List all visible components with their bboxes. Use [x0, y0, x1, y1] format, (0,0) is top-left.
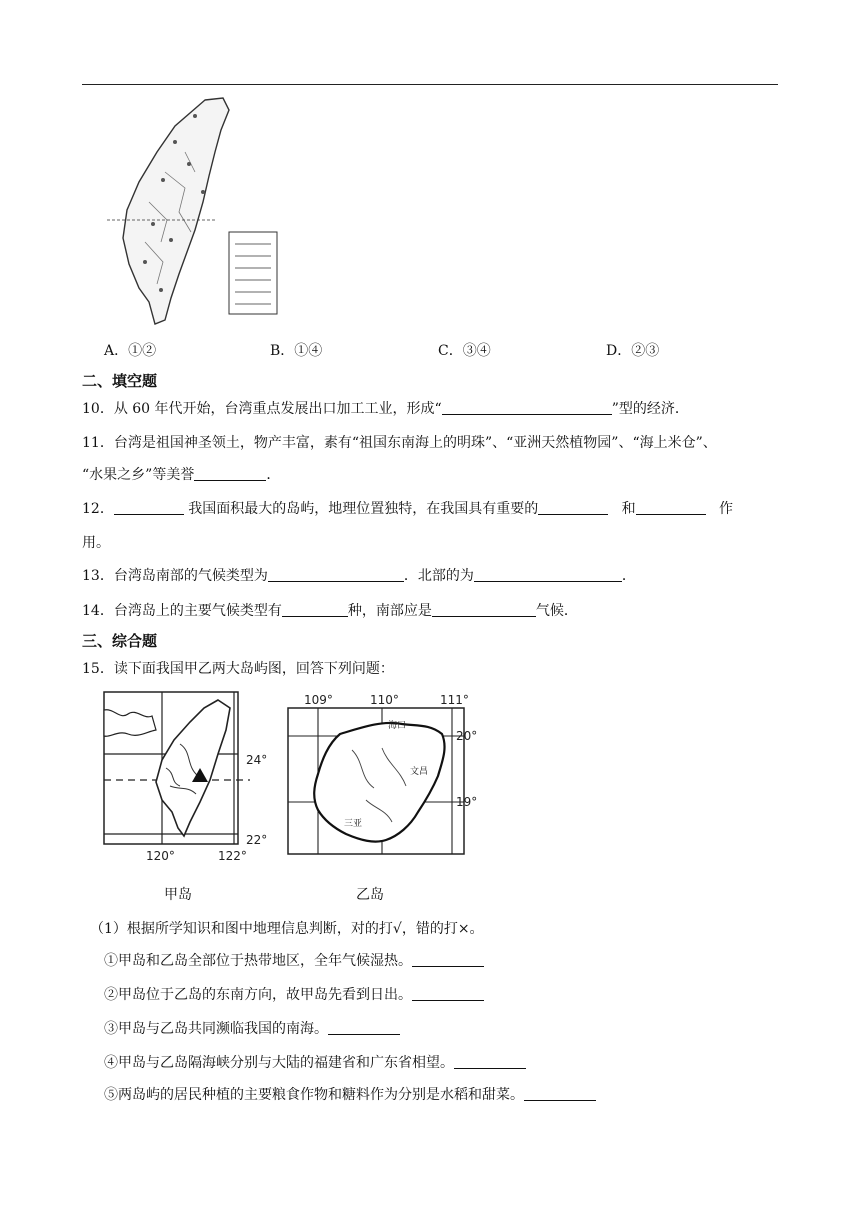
- lat-label: 19°: [456, 795, 478, 809]
- lat-label: 22°: [246, 833, 268, 847]
- map-jia-caption: 甲岛: [164, 887, 192, 903]
- lon-label: 109°: [304, 693, 333, 707]
- answer-blank[interactable]: [194, 466, 266, 481]
- answer-blank[interactable]: [454, 1054, 526, 1069]
- map-yi-caption: 乙岛: [356, 887, 384, 903]
- place-label: 文昌: [410, 767, 429, 777]
- option-b[interactable]: B．①④: [270, 343, 323, 359]
- place-label: 三亚: [344, 819, 363, 829]
- answer-blank[interactable]: [282, 602, 348, 617]
- option-c[interactable]: C．③④: [438, 343, 491, 359]
- section-comprehensive-heading: 三、综合题: [82, 632, 158, 650]
- answer-blank[interactable]: [268, 567, 404, 582]
- question-12: 12． 我国面积最大的岛屿，地理位置独特，在我国具有重要的 和 作: [82, 501, 733, 517]
- statement-4: ④甲岛与乙岛隔海峡分别与大陆的福建省和广东省相望。: [104, 1054, 526, 1072]
- question-15-sub1: （1）根据所学知识和图中地理信息判断，对的打√，错的打×。: [90, 921, 484, 937]
- answer-blank[interactable]: [636, 500, 706, 515]
- place-label: 海口: [388, 721, 407, 731]
- question-12-line2: 用。: [82, 535, 110, 551]
- question-14: 14．台湾岛上的主要气候类型有 种，南部应是 气候．: [82, 603, 578, 619]
- answer-blank[interactable]: [412, 952, 484, 967]
- option-d[interactable]: D．②③: [606, 343, 660, 359]
- answer-blank[interactable]: [432, 602, 536, 617]
- answer-blank[interactable]: [442, 400, 612, 415]
- lat-label: 20°: [456, 729, 478, 743]
- answer-blank[interactable]: [114, 500, 184, 515]
- statement-3: ③甲岛与乙岛共同濒临我国的南海。: [104, 1020, 400, 1038]
- question-15-stem: 15．读下面我国甲乙两大岛屿图，回答下列问题：: [82, 661, 394, 677]
- question-10: 10．从 60 年代开始，台湾重点发展出口加工工业，形成“ ”型的经济．: [82, 401, 689, 417]
- option-a[interactable]: A．①②: [104, 343, 157, 359]
- statement-5: ⑤两岛屿的居民种植的主要粮食作物和糖料作为分别是水稻和甜菜。: [104, 1086, 596, 1104]
- map-jia-island: [100, 690, 282, 862]
- section-fill-heading: 二、填空题: [82, 372, 158, 390]
- answer-blank[interactable]: [328, 1020, 400, 1035]
- statement-2: ②甲岛位于乙岛的东南方向，故甲岛先看到日出。: [104, 986, 484, 1004]
- map-yi-island: [282, 690, 478, 862]
- lon-label: 110°: [370, 693, 399, 707]
- lon-label: 111°: [440, 693, 469, 707]
- answer-blank[interactable]: [412, 986, 484, 1001]
- answer-blank[interactable]: [538, 500, 608, 515]
- taiwan-product-map: [105, 92, 285, 330]
- question-11-line1: 11．台湾是祖国神圣领土，物产丰富，素有“祖国东南海上的明珠”、“亚洲天然植物园”、“海上米仓”、: [82, 435, 717, 451]
- question-11-line2: “水果之乡”等美誉 ．: [82, 467, 281, 483]
- statement-1: ①甲岛和乙岛全部位于热带地区，全年气候湿热。: [104, 952, 484, 970]
- lon-label: 122°: [218, 849, 247, 862]
- question-13: 13．台湾岛南部的气候类型为 ．北部的为 ．: [82, 568, 636, 584]
- answer-blank[interactable]: [474, 567, 622, 582]
- answer-blank[interactable]: [524, 1086, 596, 1101]
- header-rule: [82, 84, 778, 85]
- lon-label: 120°: [146, 849, 175, 862]
- lat-label: 24°: [246, 753, 268, 767]
